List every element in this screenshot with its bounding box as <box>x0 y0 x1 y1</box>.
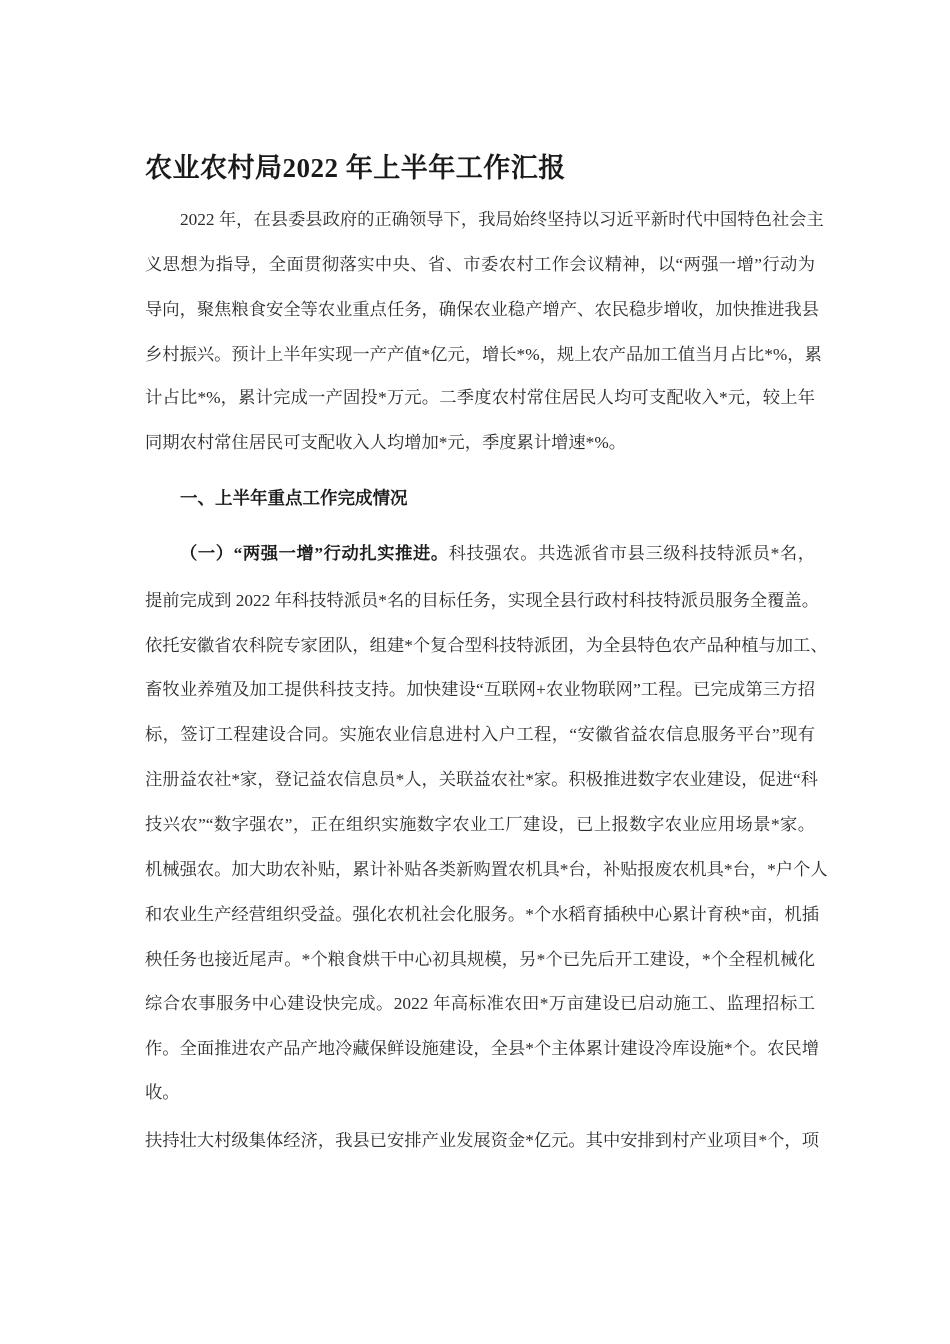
intro-line: 计占比*%，累计完成一产固投*万元。二季度农村常住居民人均可支配收入*元，较上年 <box>145 388 815 407</box>
intro-line: 导向，聚焦粮食安全等农业重点任务，确保农业稳产增产、农民稳步增收，加快推进我县 <box>145 300 819 319</box>
body-line: 注册益农社*家，登记益农信息员*人，关联益农社*家。积极推进数字农业建设，促进“科 <box>145 770 819 789</box>
body-line: 收。 <box>145 1083 180 1102</box>
body-line: 扶持壮大村级集体经济，我县已安排产业发展资金*亿元。其中安排到村产业项目*个，项 <box>145 1131 819 1150</box>
body-line: 综合农事服务中心建设快完成。2022 年高标准农田*万亩建设已启动施工、监理招标工 <box>145 994 815 1013</box>
body-line: 和农业生产经营组织受益。强化农机社会化服务。*个水稻育插秧中心累计育秧*亩，机插 <box>145 905 819 924</box>
subsection-heading: （一）“两强一增”行动扎实推进。 <box>180 544 449 563</box>
body-line: 提前完成到 2022 年科技特派员*名的目标任务，实现全县行政村科技特派员服务全覆盖。 <box>145 591 819 610</box>
body-line: 作。全面推进农产品产地冷藏保鲜设施建设，全县*个主体累计建设冷库设施*个。农民增 <box>145 1039 819 1058</box>
intro-line: 2022 年，在县委县政府的正确领导下，我局始终坚持以习近平新时代中国特色社会主 <box>180 210 824 229</box>
body-line: 标，签订工程建设合同。实施农业信息进村入户工程，“安徽省益农信息服务平台”现有 <box>145 725 815 744</box>
body-line: 技兴农”“数字强农”，正在组织实施数字农业工厂建设，已上报数字农业应用场景*家。 <box>145 815 815 834</box>
body-line: 依托安徽省农科院专家团队，组建*个复合型科技特派团，为全县特色农产品种植与加工、 <box>145 636 828 655</box>
document-title: 农业农村局2022 年上半年工作汇报 <box>145 153 566 183</box>
body-line: 秧任务也接近尾声。*个粮食烘干中心初具规模，另*个已先后开工建设，*个全程机械化 <box>145 950 815 969</box>
body-line: 机械强农。加大助农补贴，累计补贴各类新购置农机具*台，补贴报废农机具*台，*户个人 <box>145 860 828 879</box>
intro-line: 乡村振兴。预计上半年实现一产产值*亿元，增长*%，规上农产品加工值当月占比*%，累 <box>145 345 822 364</box>
intro-line: 义思想为指导，全面贯彻落实中央、省、市委农村工作会议精神，以“两强一增”行动为 <box>145 255 815 274</box>
subsection-first-line <box>180 542 815 566</box>
subsection-text: 科技强农。共选派省市县三级科技特派员*名， <box>448 544 815 563</box>
body-line: 畜牧业养殖及加工提供科技支持。加快建设“互联网+农业物联网”工程。已完成第三方招 <box>145 680 815 699</box>
section-heading: 一、上半年重点工作完成情况 <box>180 488 408 508</box>
intro-line: 同期农村常住居民可支配收入人均增加*元，季度累计增速*%。 <box>145 433 626 452</box>
